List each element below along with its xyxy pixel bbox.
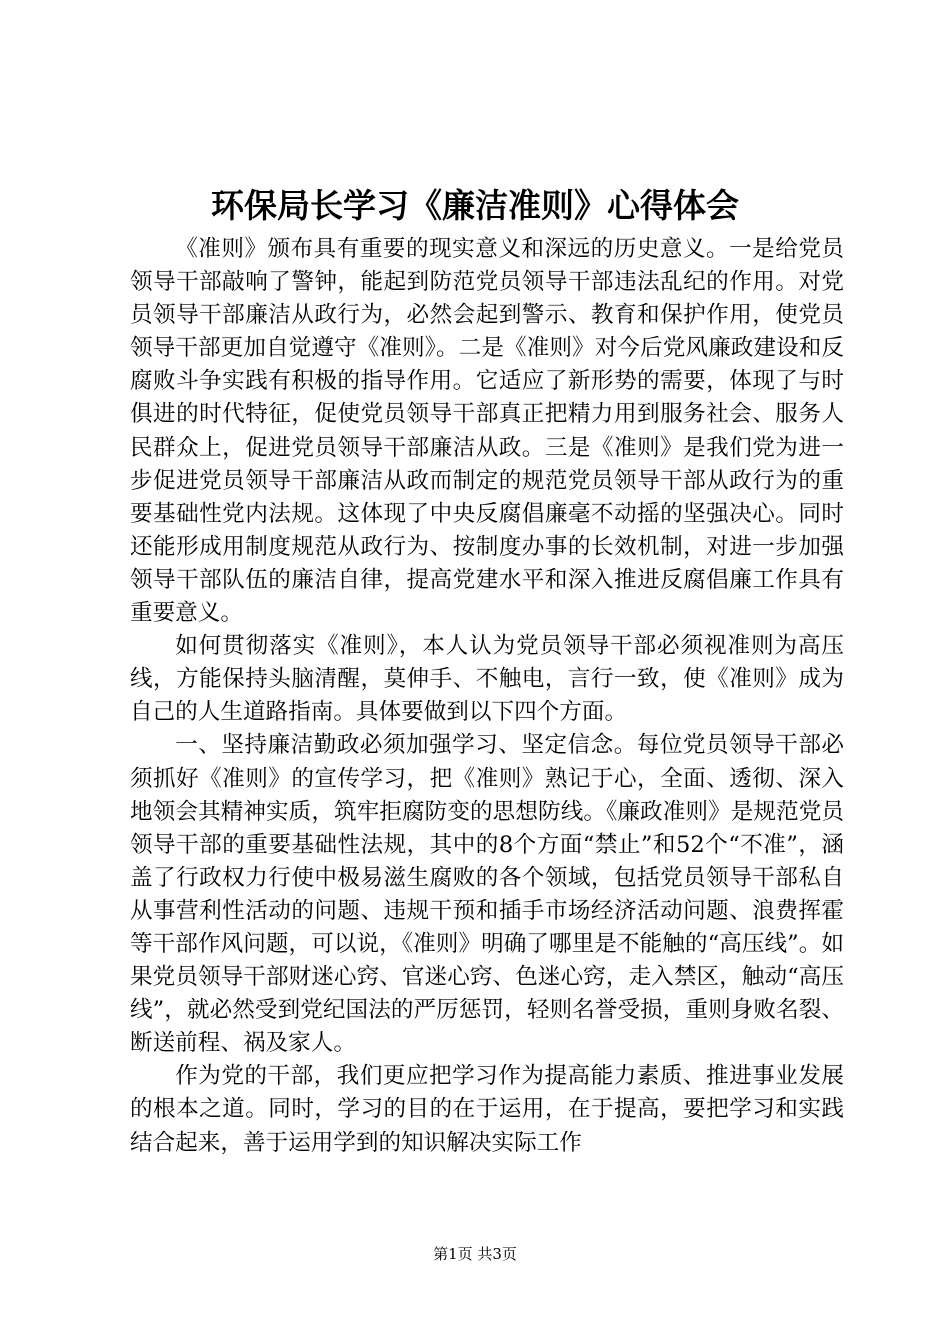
- page-number-footer: 第1页 共3页: [433, 1245, 517, 1263]
- document-title: 环保局长学习《廉洁准则》心得体会: [211, 186, 739, 225]
- paragraph: 如何贯彻落实《准则》，本人认为党员领导干部必须视准则为高压线，方能保持头脑清醒，莫伸手、不触电，言行一致，使《准则》成为自己的人生道路指南。具体要做到以下四个方面。: [130, 633, 844, 726]
- paragraph: 作为党的干部，我们更应把学习作为提高能力素质、推进事业发展的根本之道。同时，学习的目的在于运用，在于提高，要把学习和实践结合起来，善于运用学到的知识解决实际工作: [130, 1063, 844, 1156]
- paragraph: 一、坚持廉洁勤政必须加强学习、坚定信念。每位党员领导干部必须抓好《准则》的宣传学习，把《准则》熟记于心，全面、透彻、深入地领会其精神实质，筑牢拒腐防变的思想防线。《廉政准则》是规范党员领导干部的重要基础性法规，其中的8个方面“禁止”和52个“不准”，涵盖了行政权力行使中极易滋生腐败的各个领域，包括党员领导干部私自从事营利性活动的问题、违规干预和插手市场经济活动问题、浪费挥霍等干部作风问题，可以说，《准则》明确了哪里是不能触的“高压线”。如果党员领导干部财迷心窍、官迷心窍、色迷心窍，走入禁区，触动“高压线”，就必然受到党纪国法的严厉惩罚，轻则名誉受损，重则身败名裂、断送前程、祸及家人。: [130, 732, 844, 1057]
- document-body: [130, 233, 844, 1160]
- paragraph: 《准则》颁布具有重要的现实意义和深远的历史意义。一是给党员领导干部敲响了警钟，能起到防范党员领导干部违法乱纪的作用。对党员领导干部廉洁从政行为，必然会起到警示、教育和保护作用，使党员领导干部更加自觉遵守《准则》。二是《准则》对今后党风廉政建设和反腐败斗争实践有积极的指导作用。它适应了新形势的需要，体现了与时俱进的时代特征，促使党员领导干部真正把精力用到服务社会、服务人民群众上，促进党员领导干部廉洁从政。三是《准则》是我们党为进一步促进党员领导干部廉洁从政而制定的规范党员领导干部从政行为的重要基础性党内法规。这体现了中央反腐倡廉毫不动摇的坚强决心。同时还能形成用制度规范从政行为、按制度办事的长效机制，对进一步加强领导干部队伍的廉洁自律，提高党建水平和深入推进反腐倡廉工作具有重要意义。: [130, 236, 844, 627]
